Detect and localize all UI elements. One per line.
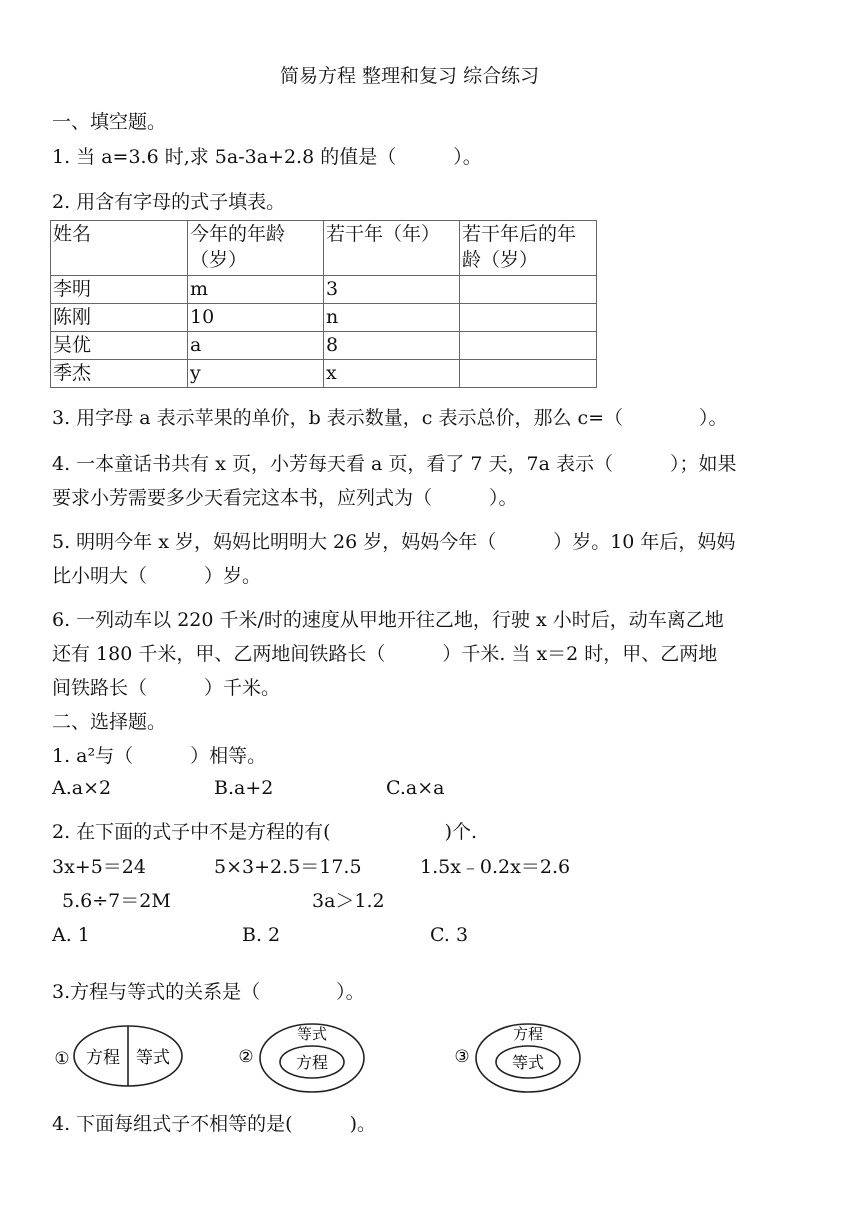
diagram-number: ② [238, 1047, 254, 1067]
option-c: C.a×a [386, 777, 445, 799]
question-1-6-line3: 间铁路长（ ）千米。 [52, 677, 281, 699]
table-cell: 10 [188, 304, 324, 332]
diagram-outer-label: 方程 [512, 1025, 544, 1043]
question-1-5-line1: 5. 明明今年 x 岁，妈妈比明明大 26 岁，妈妈今年（ ）岁。10 年后，妈妈 [52, 531, 736, 553]
table-row [51, 360, 597, 388]
diagram-left-label: 方程 [86, 1048, 120, 1068]
table-cell: x [324, 360, 460, 388]
table-cell: m [188, 276, 324, 304]
table-row [51, 332, 597, 360]
table-cell: y [188, 360, 324, 388]
diagram-option-3 [450, 1018, 590, 1102]
question-1-4-line2: 要求小芳需要多少天看完这本书，应列式为（ ）。 [52, 487, 518, 509]
table-cell: 8 [324, 332, 460, 360]
table-cell [460, 276, 597, 304]
expression: 5×3+2.5＝17.5 [214, 856, 362, 878]
question-2-4: 4. 下面每组式子不相等的是( )。 [52, 1113, 376, 1135]
table-cell: a [188, 332, 324, 360]
table-cell: 李明 [51, 276, 188, 304]
diagram-number: ③ [454, 1047, 470, 1067]
expression: 3a＞1.2 [312, 890, 385, 912]
question-2-1: 1. a²与（ ）相等。 [52, 745, 267, 767]
question-1-1: 1. 当 a=3.6 时,求 5a-3a+2.8 的值是（ ）。 [52, 146, 482, 168]
diagram-inner-label: 方程 [295, 1053, 329, 1072]
diagram-number: ① [54, 1049, 70, 1069]
expression: 3x+5＝24 [52, 856, 146, 878]
diagram-option-2 [234, 1018, 374, 1102]
question-2-2: 2. 在下面的式子中不是方程的有( )个. [52, 821, 478, 843]
question-1-4-line1: 4. 一本童话书共有 x 页，小芳每天看 a 页，看了 7 天，7a 表示（ ）；如果 [52, 453, 737, 475]
option-b: B. 2 [242, 924, 281, 946]
section1-heading: 一、填空题。 [52, 111, 167, 133]
table-cell: 季杰 [51, 360, 188, 388]
age-table [50, 220, 597, 388]
question-2-3: 3.方程与等式的关系是（ ）。 [52, 981, 365, 1003]
table-cell [460, 332, 597, 360]
table-cell [460, 304, 597, 332]
question-1-5-line2: 比小明大（ ）岁。 [52, 565, 262, 587]
expression: 1.5x﹣0.2x＝2.6 [420, 856, 571, 878]
table-cell: n [324, 304, 460, 332]
diagram-inner-label: 等式 [511, 1053, 545, 1072]
table-header-cell: 今年的年龄 （岁） [188, 221, 324, 276]
table-header-cell: 姓名 [51, 221, 188, 276]
table-cell: 3 [324, 276, 460, 304]
table-row [51, 304, 597, 332]
table-cell [460, 360, 597, 388]
diagram-right-label: 等式 [136, 1048, 170, 1068]
diagram-outer-label: 等式 [296, 1025, 328, 1043]
table-header-row [51, 221, 597, 276]
question-1-2: 2. 用含有字母的式子填表。 [52, 191, 286, 213]
table-header-cell: 若干年（年） [324, 221, 460, 276]
page-title: 简易方程 整理和复习 综合练习 [280, 65, 540, 87]
section2-heading: 二、选择题。 [52, 711, 167, 733]
question-1-3: 3. 用字母 a 表示苹果的单价，b 表示数量，c 表示总价，那么 c=（ ）。 [52, 407, 728, 429]
table-cell: 陈刚 [51, 304, 188, 332]
diagram-option-1 [50, 1018, 190, 1098]
option-c: C. 3 [430, 924, 469, 946]
option-b: B.a+2 [214, 777, 274, 799]
option-a: A. 1 [52, 924, 90, 946]
table-header-cell: 若干年后的年 龄（岁） [460, 221, 597, 276]
table-row [51, 276, 597, 304]
question-1-6-line2: 还有 180 千米，甲、乙两地间铁路长（ ）千米. 当 x＝2 时，甲、乙两地 [52, 643, 718, 665]
expression: 5.6÷7＝2M [62, 890, 171, 912]
question-1-6-line1: 6. 一列动车以 220 千米/时的速度从甲地开往乙地，行驶 x 小时后，动车离乙地 [52, 609, 724, 631]
table-cell: 吴优 [51, 332, 188, 360]
option-a: A.a×2 [52, 777, 112, 799]
